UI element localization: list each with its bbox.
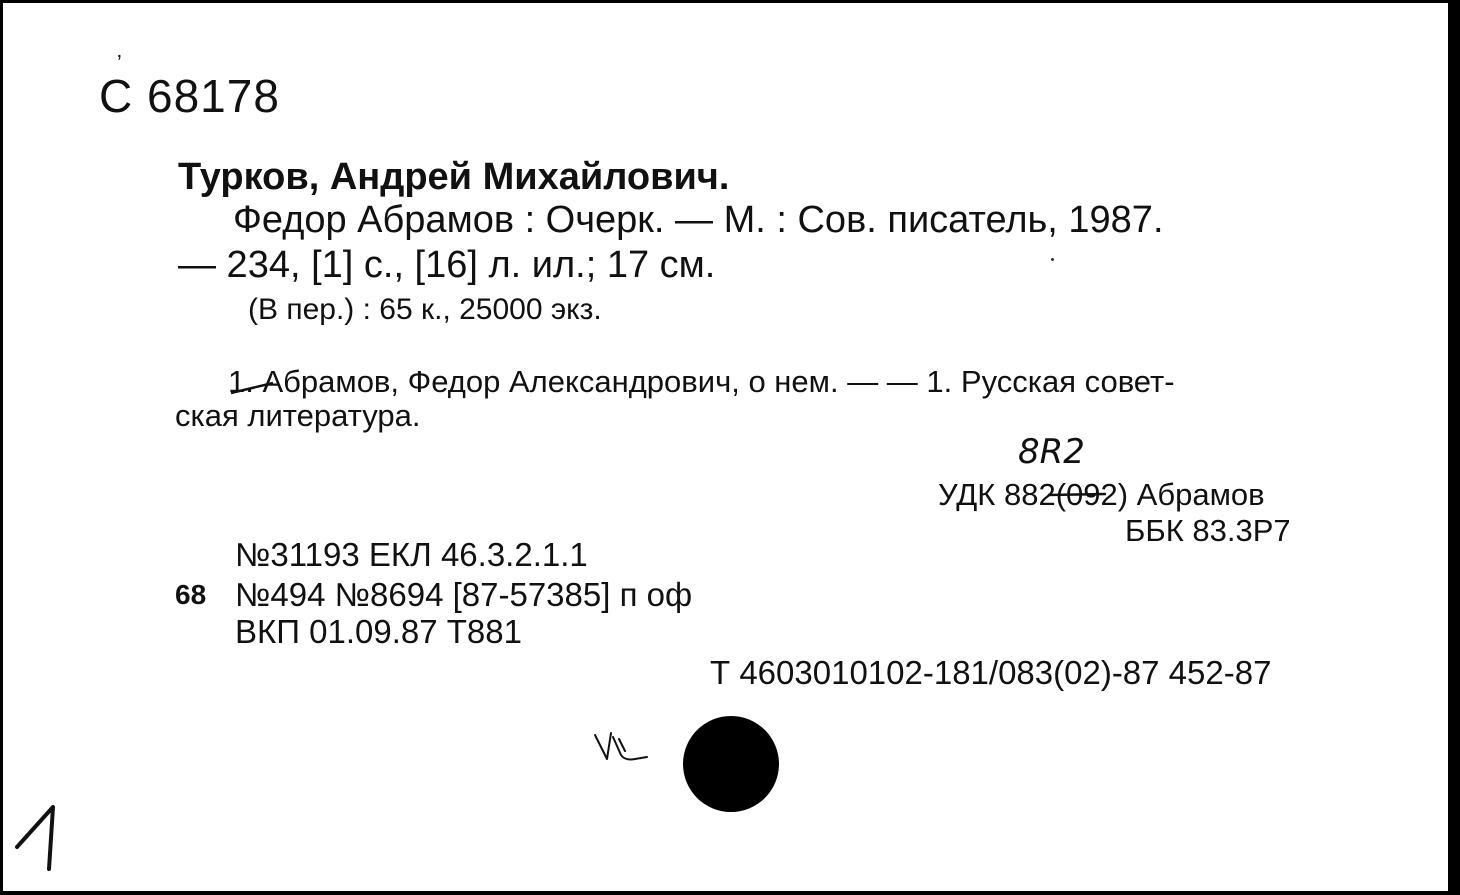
bbk-line: ББК 83.3Р7 (1125, 513, 1291, 548)
subject-line: 1. Абрамов, Федор Александрович, о нем. — — 1. Русская совет- (228, 364, 1175, 399)
accession-line-3: ВКП 01.09.87 Т881 (235, 613, 522, 650)
accession-line-2: №494 №8694 [87-57385] п оф (235, 576, 693, 613)
udc-handwritten-note: 8R2 (1018, 432, 1085, 472)
handwritten-number-one-icon (9, 803, 69, 873)
udc-strikeout-mark (1046, 487, 1108, 501)
call-number-accent: ʼ (117, 51, 122, 76)
black-dot-mark (683, 716, 779, 812)
handwritten-scribble-icon (591, 725, 651, 767)
classification-line: Т 4603010102-181/083(02)-87 452-87 (710, 654, 1272, 691)
call-number: С 68178 (99, 70, 280, 122)
pagination-line: — 234, [1] с., [16] л. ил.; 17 см. (178, 244, 716, 286)
accession-line-2-prefix: 68 (175, 579, 207, 610)
binding-price-line: (В пер.) : 65 к., 25000 экз. (248, 293, 602, 326)
strikeout-mark (229, 375, 275, 397)
title-line: Федор Абрамов : Очерк. — М. : Сов. писатель, 1987. (233, 199, 1164, 241)
udc-line: УДК 882(092) Абрамов (938, 477, 1265, 512)
ink-speck (1051, 258, 1054, 261)
author-heading: Турков, Андрей Михайлович. (178, 156, 730, 198)
subject-line-continued: ская литература. (175, 398, 421, 433)
accession-line-1: №31193 ЕКЛ 46.3.2.1.1 (235, 536, 588, 573)
